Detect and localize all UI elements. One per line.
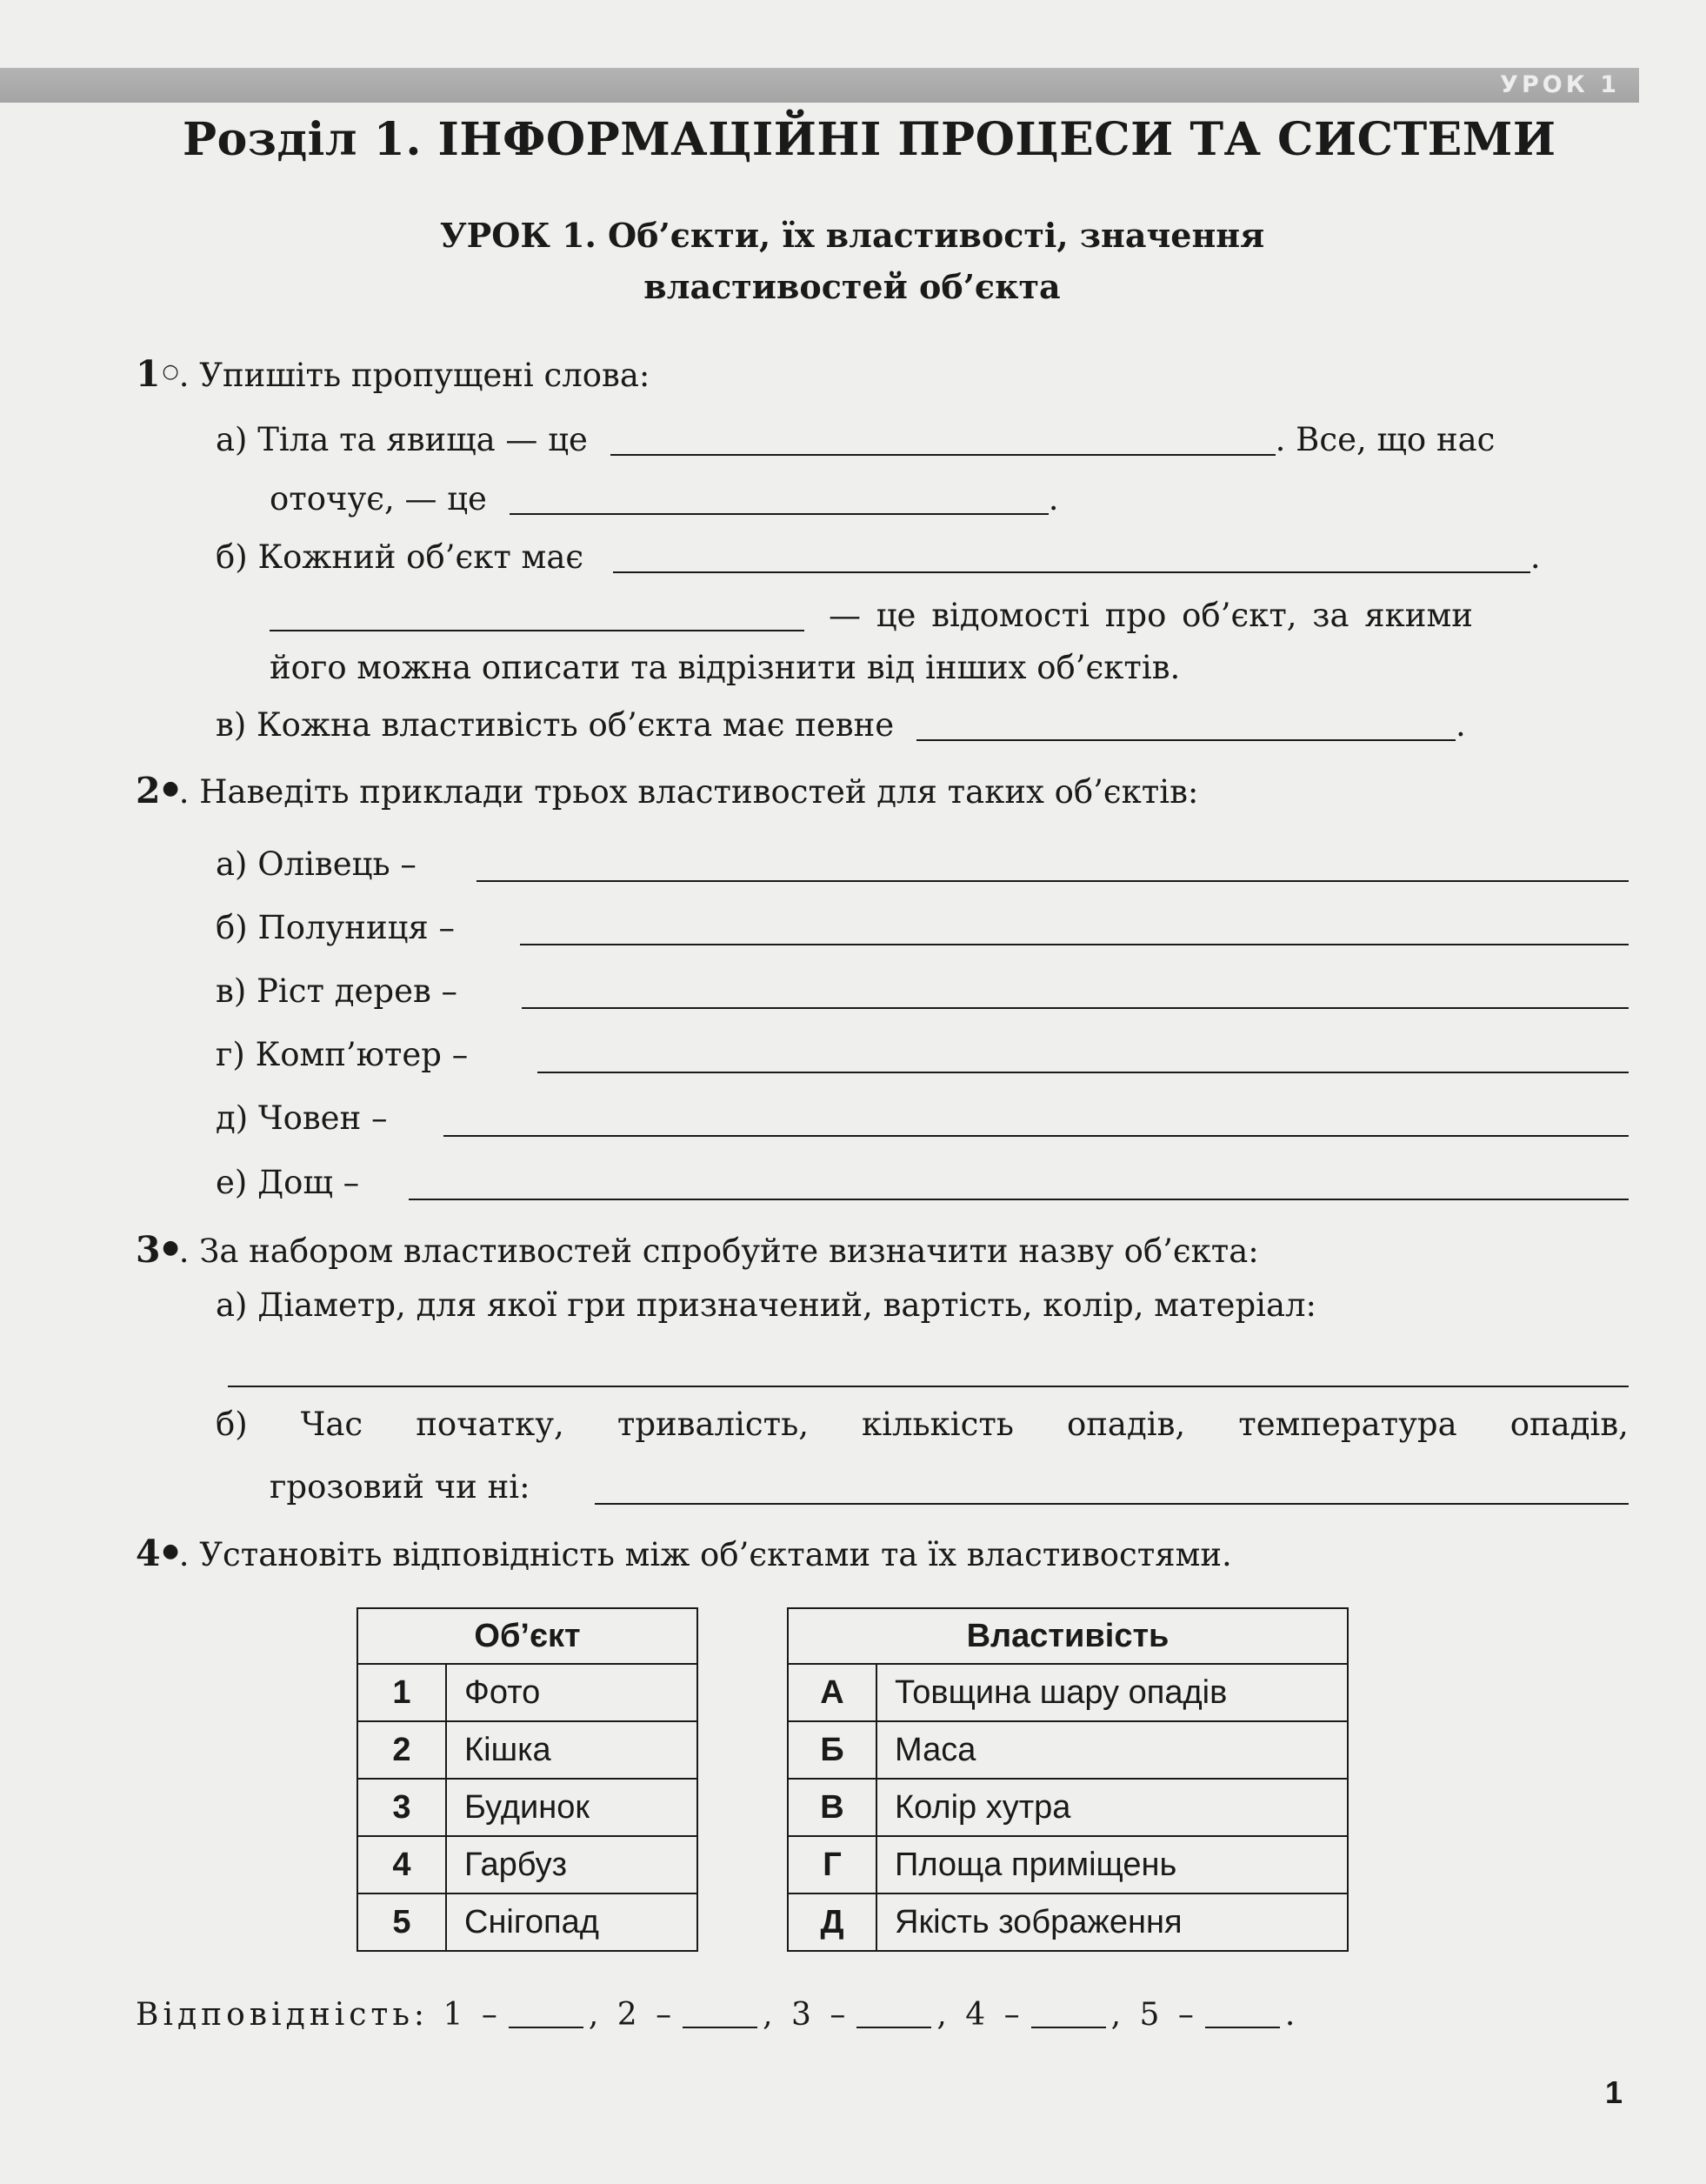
lesson-title-line-2: властивостей об’єкта: [643, 267, 1061, 306]
answer-blank[interactable]: [509, 1999, 583, 2028]
row-value: Колір хутра: [876, 1779, 1348, 1836]
task-text: . Все, що нас: [1275, 421, 1496, 458]
task-2-item: д) Човен –: [216, 1099, 388, 1137]
row-value: Фото: [446, 1664, 697, 1721]
objects-table: [357, 1607, 698, 1952]
task-2-heading: 2●. Наведіть приклади трьох властивостей для таких об’єктів:: [136, 770, 1199, 811]
answer-blank[interactable]: [476, 880, 1629, 882]
task-1a-cont: [270, 480, 1058, 518]
table-row: [788, 1721, 1348, 1779]
answer-blank[interactable]: [520, 944, 1629, 945]
task-text: опадів,: [1066, 1406, 1186, 1443]
task-text: кількість: [862, 1406, 1014, 1443]
row-value: Товщина шару опадів: [876, 1664, 1348, 1721]
task-1a: [216, 421, 1495, 458]
task-prompt: . Упишіть пропущені слова:: [178, 357, 650, 394]
task-1b-cont2: його можна описати та відрізнити від інших об’єктів.: [270, 649, 1181, 686]
answer-end: .: [1284, 1997, 1300, 2033]
page-number: 1: [1605, 2074, 1623, 2110]
task-1-heading: [136, 353, 650, 395]
task-text: .: [1529, 538, 1541, 576]
task-text: оточує, — це: [270, 480, 487, 518]
answer-blank[interactable]: [595, 1503, 1629, 1505]
task-text: в) Кожна властивість об’єкта має певне: [216, 706, 895, 744]
task-number: 1: [136, 353, 161, 395]
row-key: Б: [788, 1721, 876, 1779]
answer-label: Відповідність:: [136, 1997, 430, 2033]
row-value: Будинок: [446, 1779, 697, 1836]
answer-blank[interactable]: [613, 540, 1530, 573]
task-prompt: Наведіть приклади трьох властивостей для таких об’єктів:: [199, 773, 1199, 811]
row-value: Кішка: [446, 1721, 697, 1779]
answer-item: , 4 –: [936, 1997, 1024, 2033]
table-row: [788, 1664, 1348, 1721]
answer-blank[interactable]: [1031, 1999, 1106, 2028]
task-2-item: г) Комп’ютер –: [216, 1036, 469, 1073]
task-text: б) Кожний об’єкт має: [216, 538, 584, 576]
task-3b: [216, 1406, 1629, 1443]
answer-item: , 5 –: [1110, 1997, 1198, 2033]
row-value: Снігопад: [446, 1893, 697, 1951]
objects-header: Об’єкт: [357, 1608, 697, 1664]
answer-blank[interactable]: [409, 1199, 1629, 1200]
task-text: .: [1048, 480, 1059, 518]
row-key: 5: [357, 1893, 446, 1951]
answer-blank[interactable]: [537, 1072, 1629, 1073]
task-4-heading: 4●. Установіть відповідність між об’єктами та їх властивостями.: [136, 1533, 1232, 1574]
lesson-title-line-1: УРОК 1. Об’єкти, їх властивості, значення: [439, 216, 1265, 255]
answer-blank[interactable]: [510, 482, 1049, 515]
row-key: Д: [788, 1893, 876, 1951]
task-prompt: Установіть відповідність між об’єктами та їх властивостями.: [199, 1536, 1232, 1573]
table-row: [357, 1836, 697, 1893]
answer-blank[interactable]: [522, 1007, 1629, 1009]
section-title: Розділ 1. ІНФОРМАЦІЙНІ ПРОЦЕСИ ТА СИСТЕМИ: [183, 113, 1556, 166]
task-text: — це відомості про об’єкт, за якими: [829, 597, 1473, 634]
answer-item: 1 –: [443, 1997, 502, 2033]
task-text: тривалість,: [616, 1406, 809, 1443]
answer-blank[interactable]: [1205, 1999, 1280, 2028]
task-number: 4: [136, 1533, 161, 1574]
task-number: 3: [136, 1229, 161, 1271]
task-2-item: а) Олівець –: [216, 845, 417, 883]
row-value: Маса: [876, 1721, 1348, 1779]
properties-header: Властивість: [788, 1608, 1348, 1664]
task-3b-cont: грозовий чи ні:: [270, 1468, 530, 1506]
task-text: .: [1455, 706, 1466, 744]
properties-table: [787, 1607, 1349, 1952]
task-text: початку,: [416, 1406, 564, 1443]
difficulty-mark: ●: [162, 778, 179, 799]
row-key: Г: [788, 1836, 876, 1893]
answer-blank[interactable]: [916, 708, 1456, 741]
task-1b: [216, 538, 1541, 576]
answer-item: , 3 –: [763, 1997, 850, 2033]
answer-blank[interactable]: [443, 1135, 1629, 1137]
header-bar: [0, 68, 1639, 103]
table-row: [788, 1836, 1348, 1893]
task-2-item: б) Полуниця –: [216, 909, 456, 946]
table-row: [357, 1779, 697, 1836]
task-number: 2: [136, 770, 161, 811]
table-row: [357, 1664, 697, 1721]
task-2-item: в) Ріст дерев –: [216, 972, 458, 1010]
answer-blank[interactable]: [228, 1386, 1629, 1387]
row-value: Гарбуз: [446, 1836, 697, 1893]
table-row: [788, 1779, 1348, 1836]
row-key: 1: [357, 1664, 446, 1721]
difficulty-mark: ○: [162, 361, 179, 383]
task-3-heading: 3●. За набором властивостей спробуйте визначити назву об’єкта:: [136, 1229, 1259, 1271]
task-text: Час: [300, 1406, 363, 1443]
answer-line: [136, 1997, 1299, 2033]
task-2-item: е) Дощ –: [216, 1164, 360, 1201]
task-text: б): [216, 1406, 248, 1443]
row-key: А: [788, 1664, 876, 1721]
task-3a: а) Діаметр, для якої гри призначений, вартість, колір, матеріал:: [216, 1286, 1317, 1324]
task-prompt: За набором властивостей спробуйте визначити назву об’єкта:: [199, 1232, 1259, 1270]
row-key: 4: [357, 1836, 446, 1893]
task-text: опадів,: [1509, 1406, 1629, 1443]
task-text: температура: [1238, 1406, 1457, 1443]
table-row: [357, 1893, 697, 1951]
table-row: [788, 1893, 1348, 1951]
row-key: 3: [357, 1779, 446, 1836]
answer-blank[interactable]: [856, 1999, 931, 2028]
difficulty-mark: ●: [162, 1540, 179, 1562]
task-text: а) Тіла та явища — це: [216, 421, 588, 458]
row-key: В: [788, 1779, 876, 1836]
answer-blank[interactable]: [270, 598, 804, 631]
answer-item: , 2 –: [588, 1997, 676, 2033]
answer-blank[interactable]: [610, 423, 1276, 456]
table-row: [357, 1721, 697, 1779]
lesson-tab: УРОК 1: [1500, 71, 1620, 98]
task-1c: [216, 706, 1466, 744]
row-value: Якість зображення: [876, 1893, 1348, 1951]
task-1b-cont: [270, 597, 1473, 634]
row-value: Площа приміщень: [876, 1836, 1348, 1893]
difficulty-mark: ●: [162, 1237, 179, 1259]
answer-blank[interactable]: [683, 1999, 757, 2028]
row-key: 2: [357, 1721, 446, 1779]
